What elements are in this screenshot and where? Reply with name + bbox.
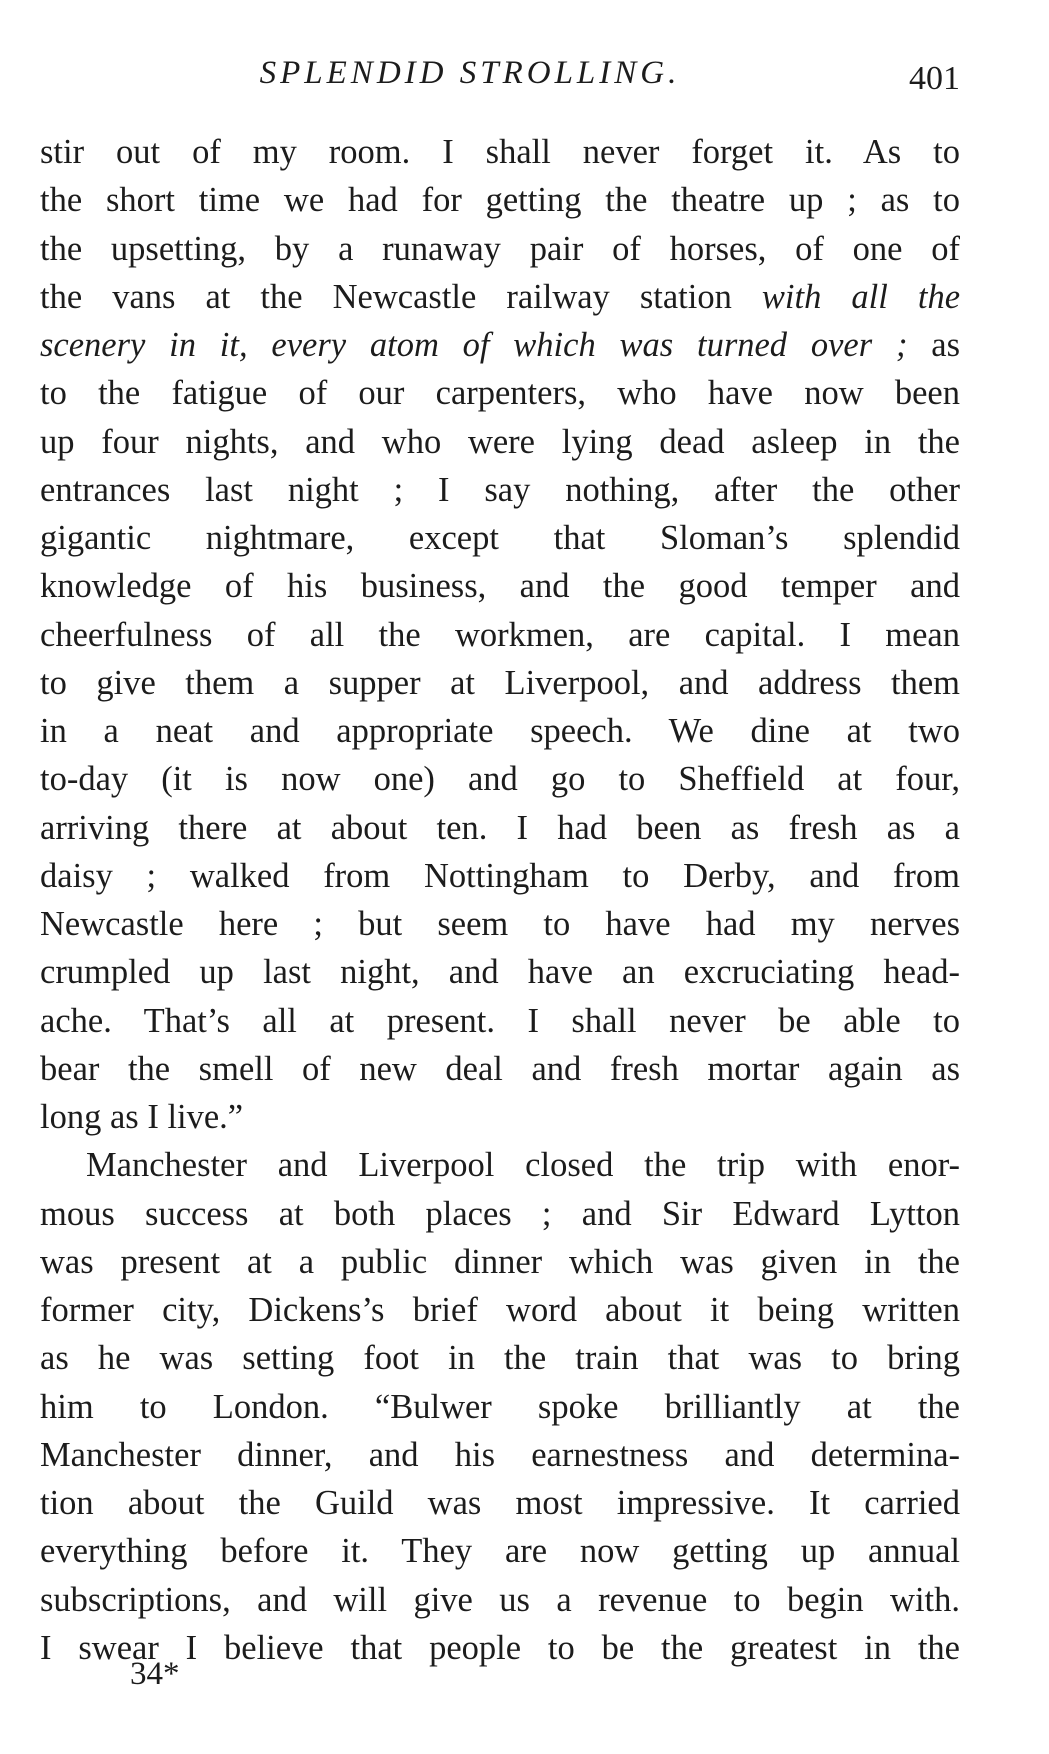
page-number: 401 (909, 60, 960, 97)
text-line: I swear I believe that people to be the greatest in the (40, 1628, 960, 1667)
italic-text-segment: with all the (761, 277, 960, 316)
text-line: to give them a supper at Liverpool, and address them (40, 663, 960, 702)
text-line: Manchester dinner, and his earnestness and determina- (40, 1435, 960, 1474)
italic-text-segment: scenery in it, every atom of which was turned over ; (40, 326, 908, 364)
running-head (40, 48, 960, 98)
text-line: the upsetting, by a runaway pair of horses, of one of (40, 229, 960, 268)
text-line: tion about the Guild was most impressive. It carried (40, 1484, 960, 1522)
text-line: long as I live.” (40, 1098, 244, 1136)
text-line (40, 321, 960, 369)
text-line: him to London. “Bulwer spoke brilliantly at the (40, 1387, 960, 1426)
text-line: to the fatigue of our carpenters, who have now been (40, 374, 960, 413)
text-line: everything before it. They are now getting up annual (40, 1532, 960, 1571)
signature-mark: 34* (130, 1656, 180, 1692)
text-line: gigantic nightmare, except that Sloman’s splendid (40, 519, 960, 557)
text-line: bear the smell of new deal and fresh mortar again as (40, 1049, 960, 1088)
text-line: up four nights, and who were lying dead asleep in the (40, 422, 960, 461)
text-line (40, 273, 960, 321)
body-text (40, 128, 960, 1672)
text-line: knowledge of his business, and the good temper and (40, 567, 960, 606)
text-line: cheerfulness of all the workmen, are capital. I mean (40, 615, 960, 654)
text-line: was present at a public dinner which was given in the (40, 1242, 960, 1281)
text-line: as he was setting foot in the train that was to bring (40, 1339, 960, 1378)
text-segment: the vans at the Newcastle railway station (40, 277, 732, 316)
text-line: ache. That’s all at present. I shall never be able to (40, 1001, 960, 1040)
text-segment: as (931, 326, 960, 364)
text-line: mous success at both places ; and Sir Edward Lytton (40, 1194, 960, 1233)
running-title: SPLENDID STROLLING. (259, 55, 681, 91)
text-line: to-day (it is now one) and go to Sheffield at four, (40, 760, 960, 799)
text-line: crumpled up last night, and have an excruciating head- (40, 953, 960, 992)
text-line: the short time we had for getting the theatre up ; as to (40, 181, 960, 220)
text-line: entrances last night ; I say nothing, after the other (40, 470, 960, 509)
text-line: Newcastle here ; but seem to have had my nerves (40, 905, 960, 943)
text-line: stir out of my room. I shall never forget it. As to (40, 133, 960, 171)
text-line: in a neat and appropriate speech. We dine at two (40, 712, 960, 750)
text-line: daisy ; walked from Nottingham to Derby, and from (40, 856, 960, 895)
text-line: Manchester and Liverpool closed the trip with enor- (86, 1146, 960, 1185)
text-line: arriving there at about ten. I had been as fresh as a (40, 808, 960, 847)
text-line: subscriptions, and will give us a revenue to begin with. (40, 1580, 960, 1619)
text-line: former city, Dickens’s brief word about it being written (40, 1291, 960, 1329)
